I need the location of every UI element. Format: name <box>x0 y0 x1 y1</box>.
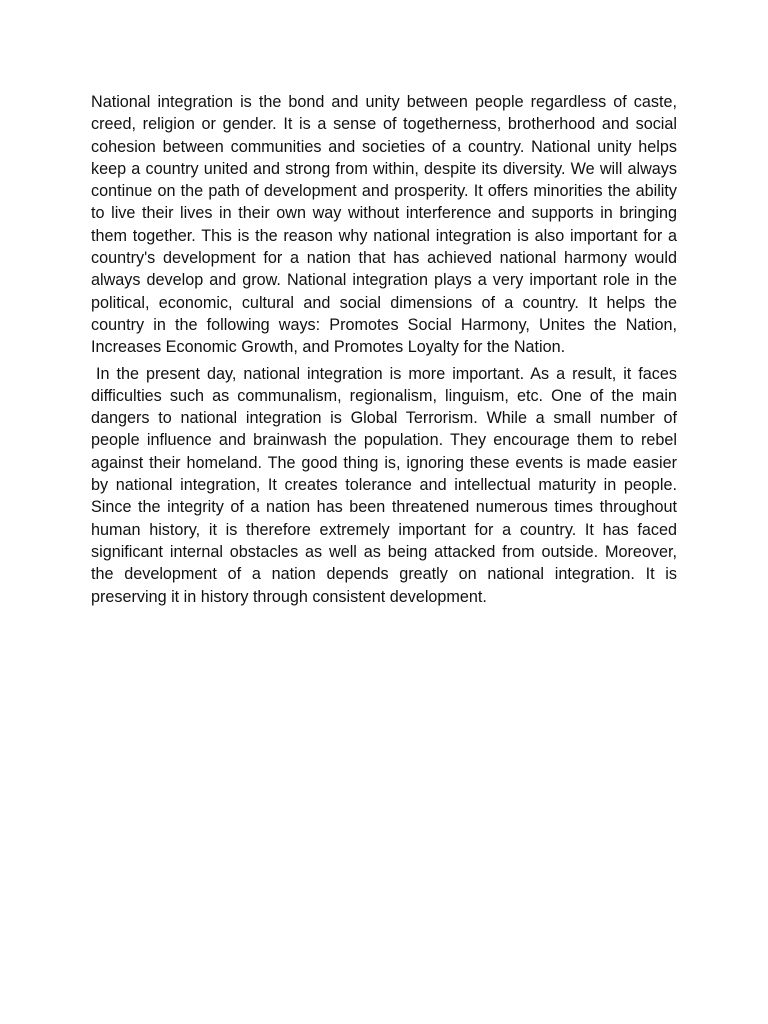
document-body <box>91 91 677 608</box>
paragraph-2: In the present day, national integration is more important. As a result, it faces difficulties such as communalism, regionalism, linguism, etc. One of the main dangers to national integration is Global Terrorism. While a small number of people influence and brainwash the population. They encourage them to rebel against their homeland. The good thing is, ignoring these events is made easier by national integration, It creates tolerance and intellectual maturity in people. Since the integrity of a nation has been threatened numerous times throughout human history, it is therefore extremely important for a country. It has faced significant internal obstacles as well as being attacked from outside. Moreover, the development of a nation depends greatly on national integration. It is preserving it in history through consistent development. <box>91 364 677 606</box>
paragraph-1: National integration is the bond and unity between people regardless of caste, creed, religion or gender. It is a sense of togetherness, brotherhood and social cohesion between communities and societies of a country. National unity helps keep a country united and strong from within, despite its diversity. We will always continue on the path of development and prosperity. It offers minorities the ability to live their lives in their own way without interference and supports in bringing them together. This is the reason why national integration is also important for a country's development for a nation that has achieved national harmony would always develop and grow. National integration plays a very important role in the political, economic, cultural and social dimensions of a country. It helps the country in the following ways: Promotes Social Harmony, Unites the Nation, Increases Economic Growth, and Promotes Loyalty for the Nation. <box>91 93 677 357</box>
